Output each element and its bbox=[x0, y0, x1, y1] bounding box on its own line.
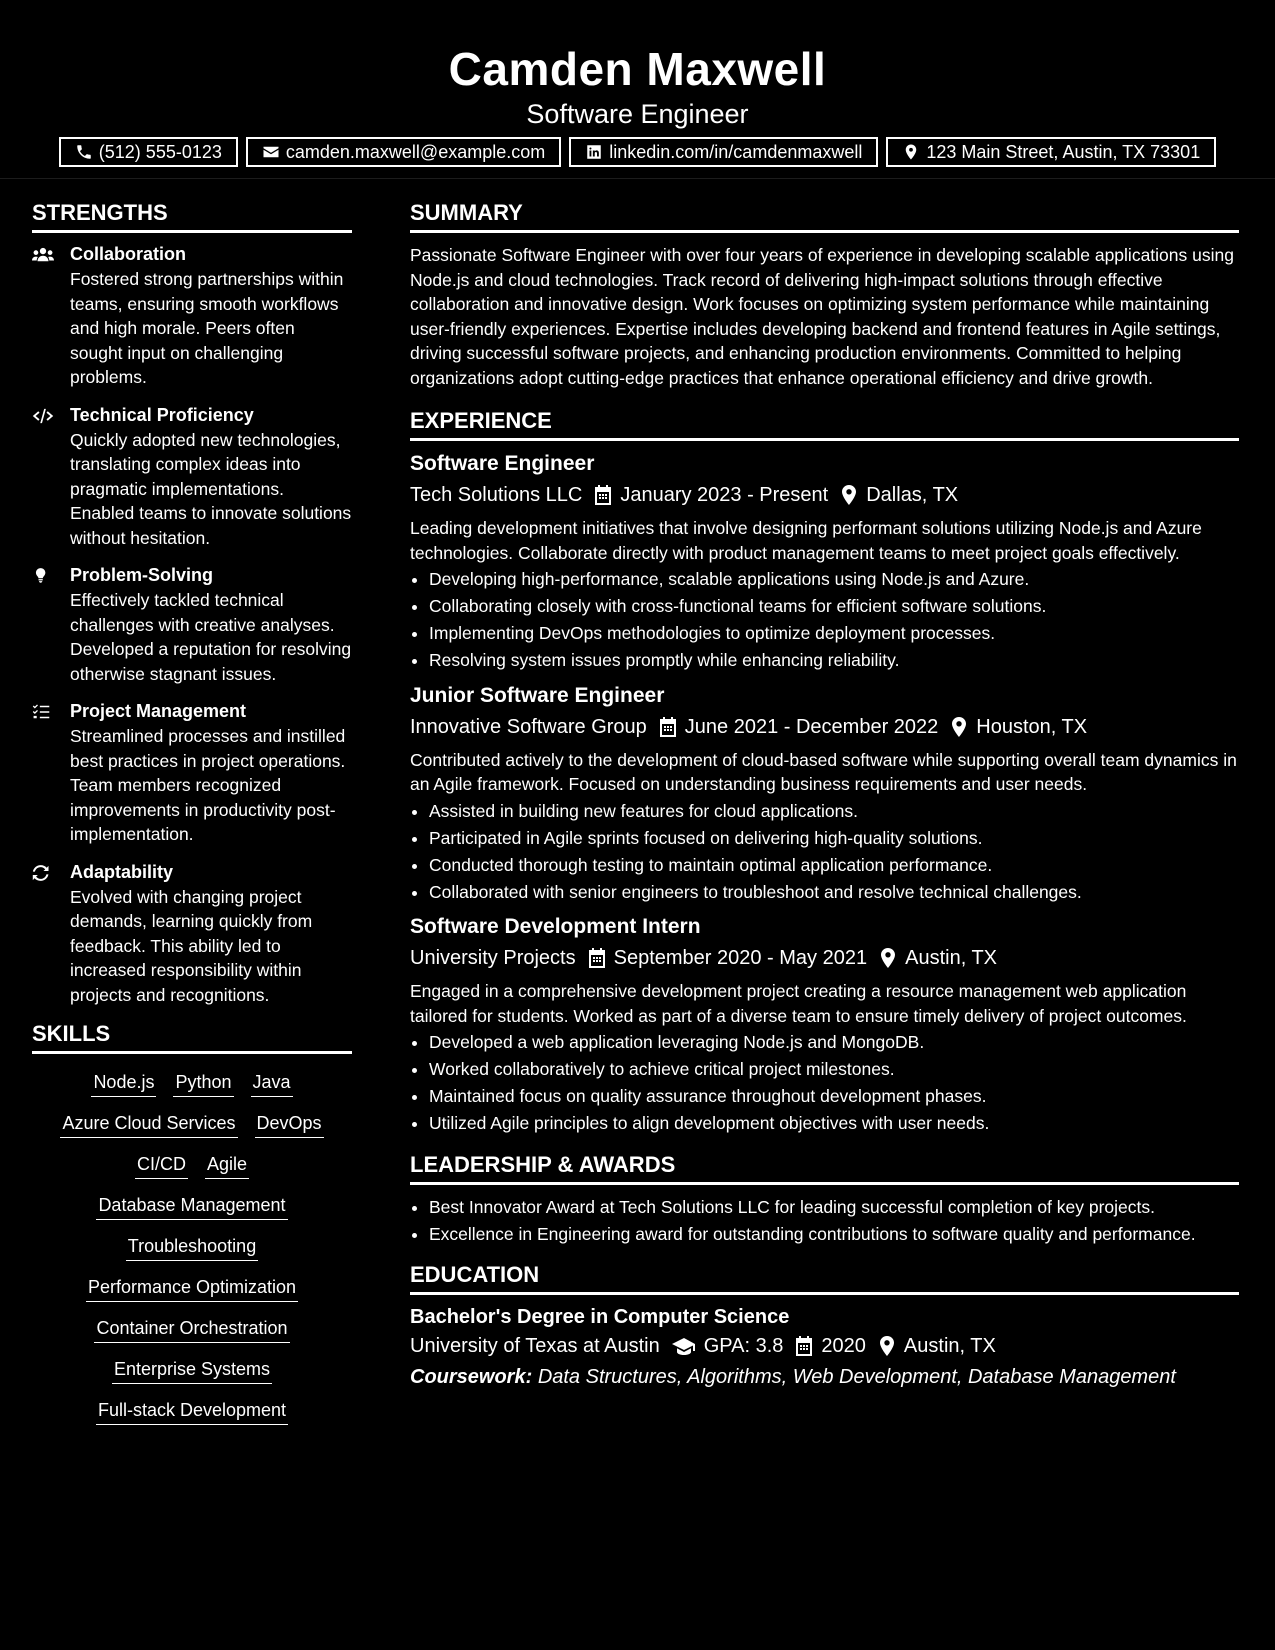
job-bullet: • Conducted thorough testing to maintain optimal application performance. bbox=[429, 853, 1239, 878]
strengths-heading: STRENGTHS bbox=[32, 200, 352, 233]
education-meta bbox=[410, 1333, 1239, 1359]
contact-linkedin-text: linkedin.com/in/camdenmaxwell bbox=[609, 141, 863, 162]
contact-bar bbox=[0, 137, 1275, 167]
education-location: Austin, TX bbox=[903, 1335, 996, 1357]
job-desc: Leading development initiatives that involve designing performant solutions utilizing Node.js and Azure technologies. Collaborate directly with product management teams to meet project goals effectively. bbox=[410, 518, 1202, 563]
summary-text: Passionate Software Engineer with over four years of experience in developing scalable applications using Node.js and cloud technologies. Track record of delivering high-impact solutions through effective collaboration and innovative design. Work focuses on optimizing system performance while maintaining user-friendly experiences. Expertise includes developing backend and frontend features in Agile settings, driving successful software projects, and enhancing production environments. Committed to helping organizations adopt cutting-edge practices that enhance operational efficiency and drive growth. bbox=[410, 245, 1234, 388]
job-desc: Engaged in a comprehensive development project creating a resource management web application tailored for students. Worked as part of a diverse team to ensure timely delivery of project outcomes. bbox=[410, 981, 1187, 1026]
strength-desc: Evolved with changing project demands, learning quickly from feedback. This ability led to increased responsibility within projects and recognitions. bbox=[70, 886, 313, 1005]
job-entry-title: Junior Software Engineer bbox=[410, 683, 665, 707]
skills-list bbox=[32, 1064, 352, 1425]
award-item: • Excellence in Engineering award for outstanding contributions to software quality and performance. bbox=[429, 1222, 1239, 1247]
skills-heading: SKILLS bbox=[32, 1021, 352, 1054]
calendar-icon bbox=[795, 1336, 813, 1356]
skill-tag: CI/CD bbox=[135, 1152, 188, 1179]
job-company: Innovative Software Group bbox=[410, 715, 647, 738]
job-company: Tech Solutions LLC bbox=[410, 484, 583, 506]
skill-tag: Agile bbox=[205, 1152, 249, 1179]
location-icon bbox=[879, 948, 897, 968]
job-desc: Contributed actively to the development of cloud-based software while supporting overall team dynamics in an Agile framework. Focused on understanding business requirements and user needs. bbox=[410, 749, 1237, 794]
left-column bbox=[32, 179, 352, 1425]
job-entry bbox=[410, 914, 1239, 1136]
strength-item bbox=[32, 564, 352, 686]
phone-icon bbox=[75, 143, 93, 161]
strength-title: Technical Proficiency bbox=[70, 404, 254, 425]
skill-tag: Performance Optimization bbox=[86, 1275, 298, 1302]
resume-header bbox=[0, 0, 1275, 179]
education-school: University of Texas at Austin bbox=[410, 1335, 660, 1357]
strength-item bbox=[32, 861, 352, 1008]
awards-list bbox=[410, 1195, 1239, 1247]
strength-title: Problem-Solving bbox=[70, 565, 214, 585]
skill-tag: Container Orchestration bbox=[94, 1316, 289, 1343]
education-gpa: GPA: 3.8 bbox=[703, 1335, 784, 1357]
email-icon bbox=[262, 143, 280, 161]
skill-tag: Node.js bbox=[91, 1070, 156, 1097]
strength-item bbox=[32, 243, 352, 390]
job-bullets bbox=[410, 567, 1239, 673]
job-location: Austin, TX bbox=[905, 947, 998, 969]
strength-item bbox=[32, 700, 352, 847]
job-company: University Projects bbox=[410, 947, 576, 969]
lightbulb-icon bbox=[32, 567, 54, 585]
contact-email-text: camden.maxwell@example.com bbox=[285, 141, 546, 162]
strength-item bbox=[32, 404, 352, 551]
skill-tag: Python bbox=[173, 1070, 233, 1097]
strength-desc: Streamlined processes and instilled best practices in project operations. Team members recognized improvements in productivity post-implementation. bbox=[70, 726, 346, 844]
contact-address-text: 123 Main Street, Austin, TX 73301 bbox=[926, 141, 1201, 162]
job-entry bbox=[410, 683, 1239, 905]
job-bullet: • Implementing DevOps methodologies to optimize deployment processes. bbox=[429, 621, 1239, 646]
contact-address[interactable] bbox=[886, 137, 1216, 167]
contact-phone[interactable] bbox=[59, 137, 238, 167]
job-title: Software Engineer bbox=[526, 99, 749, 129]
skill-tag: Enterprise Systems bbox=[112, 1357, 272, 1384]
candidate-name: Camden Maxwell bbox=[448, 43, 827, 95]
award-item: • Best Innovator Award at Tech Solutions LLC for leading successful completion of key projects. bbox=[429, 1195, 1239, 1220]
job-meta bbox=[410, 714, 1239, 740]
job-location: Dallas, TX bbox=[866, 484, 959, 506]
job-bullet: • Collaborated with senior engineers to troubleshoot and resolve technical challenges. bbox=[429, 880, 1239, 905]
resume-body bbox=[0, 179, 1275, 1425]
experience-heading: EXPERIENCE bbox=[410, 408, 1239, 441]
job-bullet: • Worked collaboratively to achieve critical project milestones. bbox=[429, 1057, 1239, 1082]
education-heading: EDUCATION bbox=[410, 1262, 1239, 1295]
right-column bbox=[410, 179, 1239, 1425]
skill-tag: Database Management bbox=[96, 1193, 287, 1220]
job-dates: January 2023 - Present bbox=[620, 484, 829, 506]
strength-desc: Effectively tackled technical challenges with creative analyses. Developed a reputation for resolving otherwise stagnant issues. bbox=[70, 590, 352, 684]
job-dates: September 2020 - May 2021 bbox=[613, 947, 868, 969]
job-entry bbox=[410, 451, 1239, 673]
job-bullets bbox=[410, 799, 1239, 905]
job-bullet: • Assisted in building new features for cloud applications. bbox=[429, 799, 1239, 824]
skill-tag: Azure Cloud Services bbox=[60, 1111, 237, 1138]
job-dates: June 2021 - December 2022 bbox=[684, 715, 939, 738]
calendar-icon bbox=[594, 485, 612, 505]
job-bullets bbox=[410, 1030, 1239, 1136]
skill-tag: DevOps bbox=[255, 1111, 324, 1138]
strength-desc: Quickly adopted new technologies, translating complex ideas into pragmatic implementations. Enabled teams to innovate solutions without hesitation. bbox=[70, 429, 352, 548]
location-icon bbox=[902, 143, 920, 161]
job-bullet: • Resolving system issues promptly while enhancing reliability. bbox=[429, 648, 1239, 673]
graduation-cap-icon bbox=[672, 1336, 696, 1356]
skill-tag: Full-stack Development bbox=[96, 1398, 288, 1425]
job-bullet: • Developing high-performance, scalable applications using Node.js and Azure. bbox=[429, 567, 1239, 592]
code-icon bbox=[32, 407, 54, 425]
calendar-icon bbox=[588, 948, 606, 968]
job-bullet: • Collaborating closely with cross-functional teams for efficient software solutions. bbox=[429, 594, 1239, 619]
job-entry-title: Software Development Intern bbox=[410, 915, 701, 938]
calendar-icon bbox=[659, 717, 677, 737]
tasks-icon bbox=[32, 703, 54, 721]
contact-linkedin[interactable] bbox=[569, 137, 878, 167]
strength-desc: Fostered strong partnerships within teams, ensuring smooth workflows and high morale. Peers often sought input on challenging problems. bbox=[70, 269, 344, 387]
strength-title: Project Management bbox=[70, 701, 247, 721]
strength-title: Adaptability bbox=[70, 861, 174, 882]
education-year: 2020 bbox=[821, 1335, 866, 1357]
coursework-label: Coursework: bbox=[410, 1366, 533, 1388]
location-icon bbox=[840, 485, 858, 505]
job-bullet: • Developed a web application leveraging Node.js and MongoDB. bbox=[429, 1030, 1239, 1055]
summary-heading: SUMMARY bbox=[410, 200, 1239, 233]
location-icon bbox=[878, 1336, 896, 1356]
job-meta bbox=[410, 482, 1239, 508]
coursework bbox=[410, 1364, 1239, 1390]
job-location: Houston, TX bbox=[976, 715, 1088, 738]
job-bullet: • Maintained focus on quality assurance throughout development phases. bbox=[429, 1084, 1239, 1109]
skill-tag: Troubleshooting bbox=[126, 1234, 258, 1261]
location-icon bbox=[950, 717, 968, 737]
leadership-heading: LEADERSHIP & AWARDS bbox=[410, 1152, 1239, 1185]
strength-title: Collaboration bbox=[70, 244, 186, 264]
education-degree: Bachelor's Degree in Computer Science bbox=[410, 1306, 790, 1328]
contact-email[interactable] bbox=[246, 137, 561, 167]
linkedin-icon bbox=[585, 143, 603, 161]
job-meta bbox=[410, 945, 1239, 971]
sync-icon bbox=[32, 864, 54, 882]
skill-tag: Java bbox=[251, 1070, 293, 1097]
job-bullet: • Utilized Agile principles to align development objectives with user needs. bbox=[429, 1111, 1239, 1136]
users-icon bbox=[32, 246, 54, 264]
job-bullet: • Participated in Agile sprints focused on delivering high-quality solutions. bbox=[429, 826, 1239, 851]
job-entry-title: Software Engineer bbox=[410, 452, 595, 475]
contact-phone-text: (512) 555-0123 bbox=[98, 141, 222, 162]
coursework-list: Data Structures, Algorithms, Web Development, Database Management bbox=[537, 1366, 1176, 1388]
